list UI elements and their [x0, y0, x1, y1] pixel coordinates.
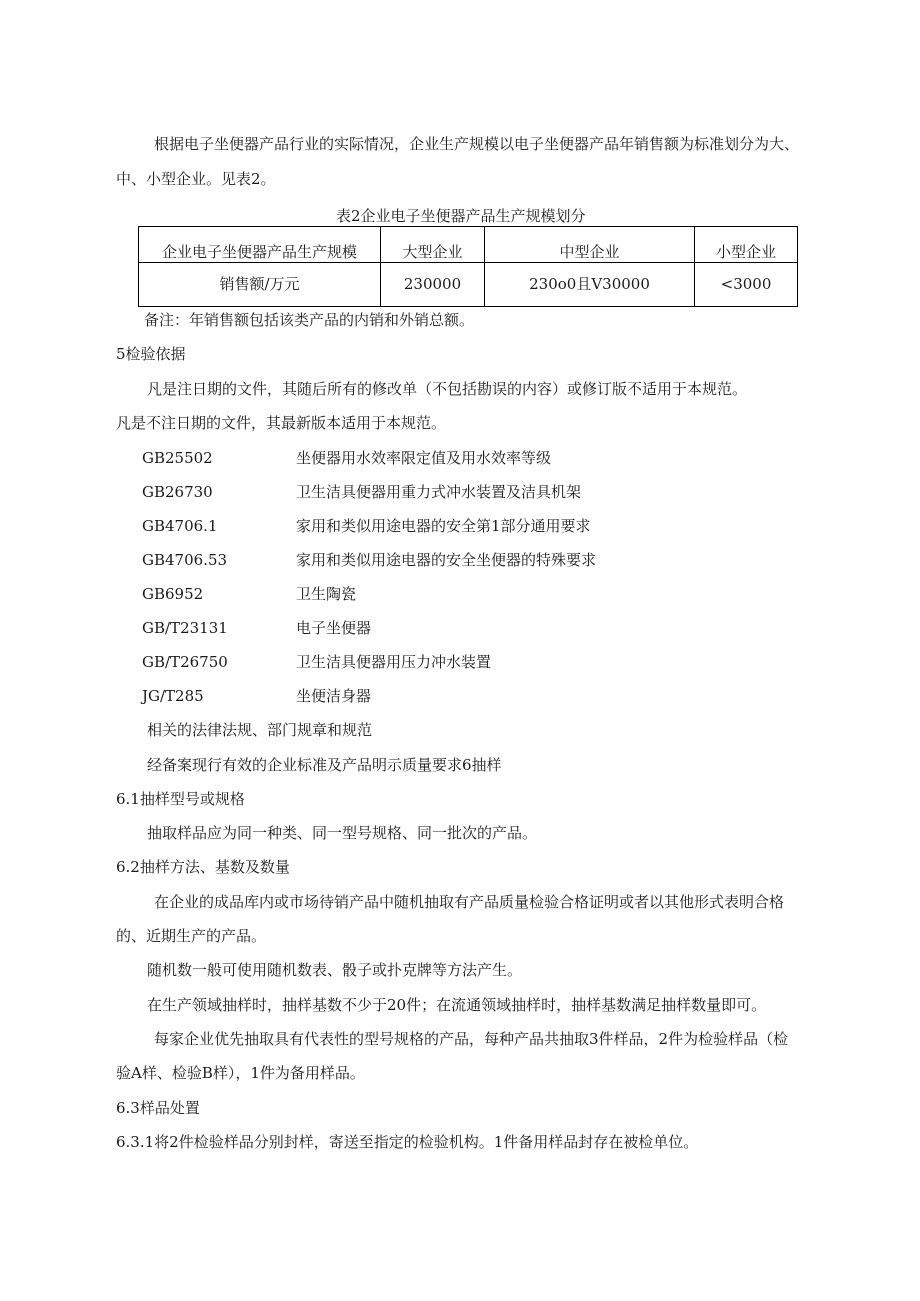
section-6-3-heading: 6.3样品处置	[116, 1099, 200, 1117]
section-6-2-para-b: 随机数一般可使用随机数表、骰子或扑克牌等方法产生。	[147, 961, 523, 979]
standard-code: GB4706.53	[142, 551, 228, 569]
table-header-medium: 中型企业	[559, 243, 620, 261]
table-header-small: 小型企业	[715, 243, 776, 261]
table-cell-small: <3000	[720, 275, 772, 293]
table-note: 备注：年销售额包括该类产品的内销和外销总额。	[144, 311, 475, 329]
table-row-divider	[138, 262, 798, 263]
standard-code: GB/T23131	[142, 619, 228, 637]
table-col-divider	[484, 226, 485, 306]
section-6-2-para-d-line-2: 验A样、检验B样），1件为备用样品。	[116, 1064, 365, 1082]
standard-title: 卫生洁具便器用压力冲水装置	[296, 653, 492, 671]
standard-code: GB6952	[142, 585, 204, 603]
section-5-heading: 5检验依据	[116, 345, 186, 363]
section-5-para-1: 凡是注日期的文件，其随后所有的修改单（不包括勘误的内容）或修订版不适用于本规范。	[147, 380, 748, 398]
table-border-bottom	[138, 306, 798, 307]
intro-line-1: 根据电子坐便器产品行业的实际情况，企业生产规模以电子坐便器产品年销售额为标准划分为大、	[154, 135, 800, 153]
standard-code: GB25502	[142, 449, 213, 467]
intro-line-2: 中、小型企业。见表2。	[116, 170, 276, 188]
standard-code: GB/T26750	[142, 653, 228, 671]
table-border-top	[138, 226, 798, 227]
table-cell-medium: 230o0且V30000	[529, 275, 650, 293]
table-header-scale: 企业电子坐便器产品生产规模	[161, 243, 357, 261]
table-header-large: 大型企业	[402, 243, 463, 261]
enterprise-line: 经备案现行有效的企业标准及产品明示质量要求6抽样	[147, 756, 502, 774]
section-5-para-2: 凡是不注日期的文件，其最新版本适用于本规范。	[116, 414, 447, 432]
section-6-2-para-a-line-2: 的、近期生产的产品。	[116, 927, 267, 945]
section-6-2-para-c: 在生产领域抽样时，抽样基数不少于20件；在流通领域抽样时，抽样基数满足抽样数量即可。	[147, 996, 767, 1014]
section-6-2-heading: 6.2抽样方法、基数及数量	[116, 858, 290, 876]
section-6-1-para: 抽取样品应为同一种类、同一型号规格、同一批次的产品。	[147, 824, 538, 842]
section-6-1-heading: 6.1抽样型号或规格	[116, 790, 245, 808]
standard-title: 家用和类似用途电器的安全坐便器的特殊要求	[296, 551, 597, 569]
standard-title: 卫生洁具便器用重力式冲水装置及洁具机架	[296, 483, 582, 501]
standard-code: GB4706.1	[142, 517, 218, 535]
laws-line: 相关的法律法规、部门规章和规范	[147, 721, 373, 739]
standard-title: 卫生陶瓷	[296, 585, 357, 603]
standard-code: GB26730	[142, 483, 213, 501]
standard-title: 坐便洁身器	[296, 687, 372, 705]
table-caption: 表2企业电子坐便器产品生产规模划分	[336, 207, 586, 225]
standard-title: 坐便器用水效率限定值及用水效率等级	[296, 449, 552, 467]
table-col-divider	[380, 226, 381, 306]
table-cell-large: 230000	[403, 275, 462, 293]
table-cell-sales-label: 销售额/万元	[219, 275, 300, 293]
table-col-divider	[694, 226, 695, 306]
section-6-2-para-a-line-1: 在企业的成品库内或市场待销产品中随机抽取有产品质量检验合格证明或者以其他形式表明合格	[154, 893, 785, 911]
standard-code: JG/T285	[142, 687, 204, 705]
section-6-2-para-d-line-1: 每家企业优先抽取具有代表性的型号规格的产品，每种产品共抽取3件样品，2件为检验样品（检	[154, 1030, 789, 1048]
standard-title: 电子坐便器	[296, 619, 372, 637]
table-border-left	[138, 226, 139, 306]
table-border-right	[797, 226, 798, 306]
section-6-3-1-para: 6.3.1将2件检验样品分别封样，寄送至指定的检验机构。1件备用样品封存在被检单位。	[116, 1133, 699, 1151]
standard-title: 家用和类似用途电器的安全第1部分通用要求	[296, 517, 591, 535]
